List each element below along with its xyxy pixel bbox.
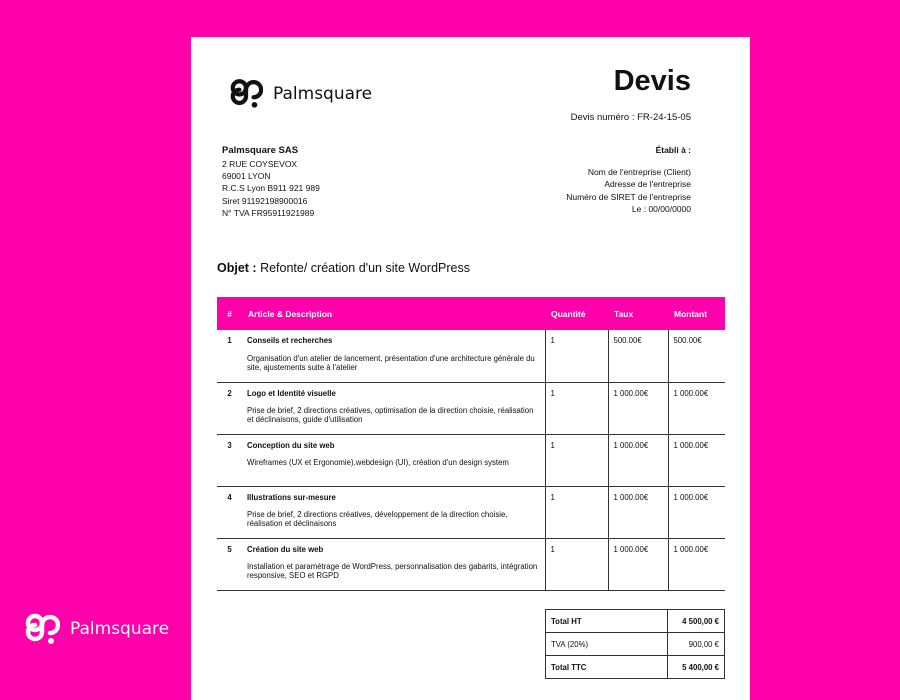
totals-table [545,609,725,679]
vat-label: TVA (20%) [546,633,668,656]
table-row [217,486,725,508]
header-amount: Montant [668,297,725,330]
item-rate: 500.00€ [608,330,668,352]
vat-value: 900,00 € [668,633,725,656]
total-ht-label: Total HT [546,610,668,633]
item-number: 5 [227,544,232,554]
item-rate: 1 000.00€ [608,434,668,456]
vat-row [546,633,725,656]
item-title: Création du site web [247,544,324,554]
total-ttc-value: 5 400,00 € [668,656,725,679]
item-quantity: 1 [545,382,608,404]
header-rate: Taux [608,297,668,330]
item-amount: 500.00€ [668,330,725,352]
palmsquare-logo-icon [24,612,60,646]
item-number: 4 [227,492,232,502]
document-brand-name: Palmsquare [273,83,373,104]
item-amount: 1 000.00€ [668,538,725,560]
item-quantity: 1 [545,486,608,508]
client-heading: Établi à : [655,145,691,155]
company-vat-line: N° TVA FR95911921989 [222,207,315,218]
item-number: 1 [227,336,232,345]
table-row-description [217,404,725,434]
client-address-line: Adresse de l'entreprise [604,179,691,190]
client-siret-line: Numéro de SIRET de l'entreprise [566,191,691,202]
table-row [217,330,725,352]
company-name: Palmsquare SAS [222,145,299,156]
palmsquare-logo-icon [229,77,263,110]
item-title: Illustrations sur-mesure [247,492,336,502]
table-row-description [217,456,725,486]
document-logo [229,77,372,110]
document-title: Devis [613,65,691,97]
table-row [217,434,725,456]
item-title: Logo et Identité visuelle [247,388,336,398]
table-row [217,538,725,560]
quote-document [191,37,750,700]
item-quantity: 1 [545,434,608,456]
client-name-line: Nom de l'entreprise (Client) [587,167,691,178]
items-table [217,297,725,591]
table-row [217,382,725,404]
brand-name: Palmsquare [70,619,170,639]
item-rate: 1 000.00€ [608,382,668,404]
item-rate: 1 000.00€ [608,486,668,508]
total-ttc-label: Total TTC [546,656,668,679]
quote-subject [217,261,470,275]
item-title: Conseils et recherches [247,336,333,345]
subject-label: Objet : [217,261,257,275]
item-quantity: 1 [545,538,608,560]
subject-value: Refonte/ création d'un site WordPress [256,261,470,275]
company-rcs-line: R.C.S Lyon B911 921 989 [222,183,320,194]
item-number: 3 [227,440,232,450]
table-header-row [217,297,725,330]
item-description: Organisation d'un atelier de lancement, présentation d'une architecture générale du site, ajustements suite à l'atelier [242,352,545,382]
item-description: Prise de brief, 2 directions créatives, optimisation de la direction choisie, réalisation et déclinaisons, guide d'utilisation [242,404,545,434]
table-row-description [217,352,725,382]
total-ht-row [546,610,725,633]
table-row-description [217,560,725,590]
header-description: Article & Description [242,297,545,330]
item-amount: 1 000.00€ [668,486,725,508]
header-number: # [217,297,242,330]
item-amount: 1 000.00€ [668,382,725,404]
total-ttc-row [546,656,725,679]
item-amount: 1 000.00€ [668,434,725,456]
company-siret-line: Siret 91192198900016 [222,195,308,206]
table-row-description [217,508,725,538]
item-description: Installation et paramétrage de WordPress, personnalisation des gabarits, intégration responsive, SEO et RGPD [242,560,545,590]
client-block [566,144,691,215]
quote-number: Devis numéro : FR-24-15-05 [570,112,691,123]
item-quantity: 1 [545,330,608,352]
item-rate: 1 000.00€ [608,538,668,560]
header-quantity: Quantité [545,297,608,330]
brand-logo [24,612,169,646]
issuer-company [222,144,320,219]
client-date-line: Le : 00/00/0000 [631,203,691,214]
item-description: Prise de brief, 2 directions créatives, développement de la direction choisie, réalisation et déclinaisons [242,508,545,538]
company-address-line: 2 RUE COYSEVOX [222,159,298,169]
item-description: Wireframes (UX et Ergonomie),webdesign (UI), création d'un design system [242,456,545,486]
total-ht-value: 4 500,00 € [668,610,725,633]
company-city-line: 69001 LYON [222,171,271,182]
item-number: 2 [227,388,232,398]
item-title: Conception du site web [247,440,335,450]
